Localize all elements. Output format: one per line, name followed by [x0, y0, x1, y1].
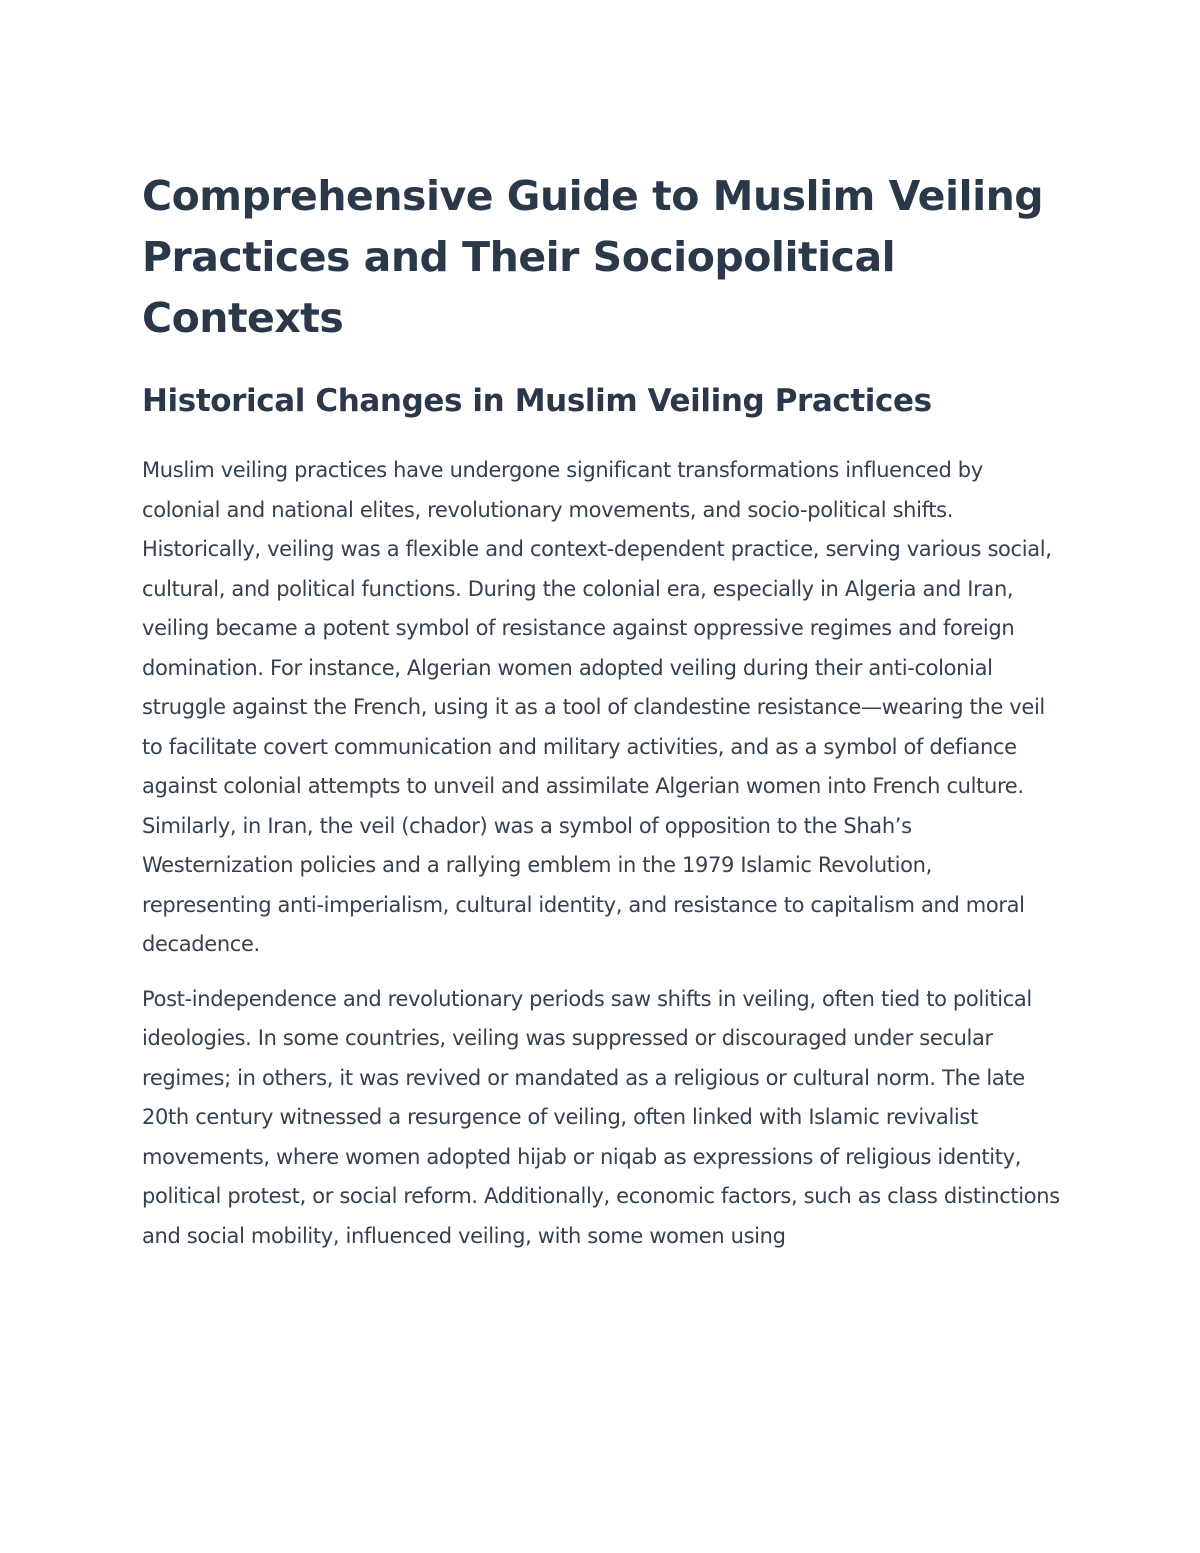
- document-title: Comprehensive Guide to Muslim Veiling Practices and Their Sociopolitical Contexts: [142, 172, 1044, 342]
- paragraph-1: Muslim veiling practices have undergone significant transformations influenced by colonial and national elites, revolutionary movements, and socio-political shifts. Historically, veiling was a flexible and context-dependent practice, serving various social, cultural, and political functions. During the colonial era, especially in Algeria and Iran, veiling became a potent symbol of resistance against oppressive regimes and foreign domination. For instance, Algerian women adopted veiling during their anti-colonial struggle against the French, using it as a tool of clandestine resistance—wearing the veil to facilitate covert communication and military activities, and as a symbol of defiance against colonial attempts to unveil and assimilate Algerian women into French culture. Similarly, in Iran, the veil (chador) was a symbol of opposition to the Shah’s Westernization policies and a rallying emblem in the 1979 Islamic Revolution, representing anti-imperialism, cultural identity, and resistance to capitalism and moral decadence.: [142, 458, 1052, 956]
- section-heading: Historical Changes in Muslim Veiling Practices: [142, 383, 932, 419]
- document-page: [142, 166, 1062, 1256]
- paragraph-2: Post-independence and revolutionary periods saw shifts in veiling, often tied to political ideologies. In some countries, veiling was suppressed or discouraged under secular regimes; in others, it was revived or mandated as a religious or cultural norm. The late 20th century witnessed a resurgence of veiling, often linked with Islamic revivalist movements, where women adopted hijab or niqab as expressions of religious identity, political protest, or social reform. Additionally, economic factors, such as class distinctions and social mobility, influenced veiling, with some women using: [142, 986, 1060, 1248]
